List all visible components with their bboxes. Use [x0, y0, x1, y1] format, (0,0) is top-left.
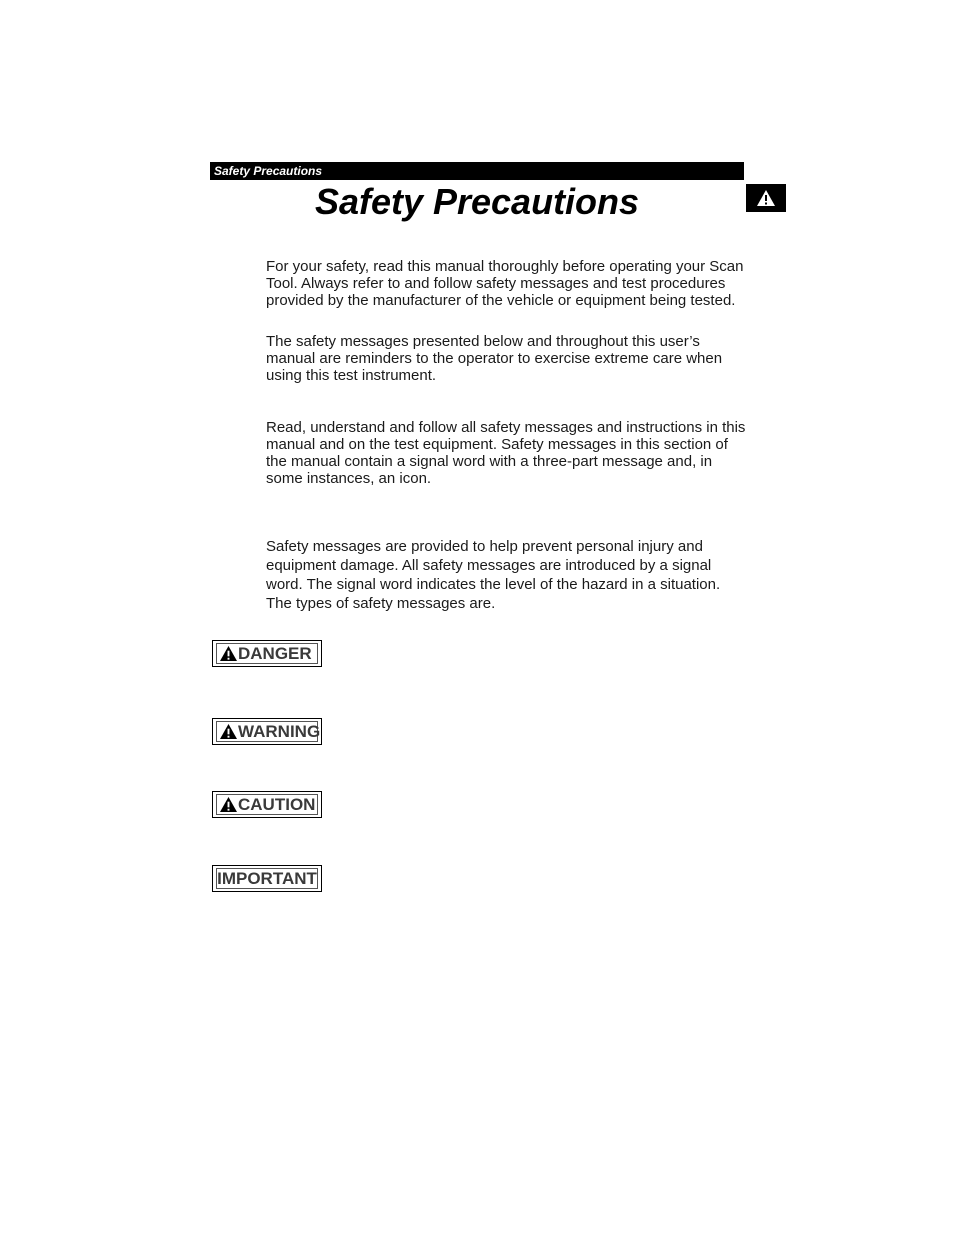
important-label: IMPORTANT [217, 868, 317, 888]
warning-triangle-icon [219, 645, 238, 662]
important-signal-box [212, 865, 322, 892]
danger-signal-box [212, 640, 322, 667]
instructions-paragraph: Read, understand and follow all safety messages and instructions in this manual and on the test equipment. Safety messages in this section of the manual contain a signal word with a three-part message and, in some instances, an icon. [266, 419, 746, 487]
page-title: Safety Precautions [314, 181, 640, 222]
caution-signal-box [212, 791, 322, 818]
intro-paragraph: For your safety, read this manual thoroughly before operating your Scan Tool. Always refer to and follow safety messages and test procedures provided by the manufacturer of the vehicle or equipment being tested. [266, 258, 744, 309]
warning-label: WARNING [238, 721, 321, 741]
warning-signal-box [212, 718, 322, 745]
danger-label: DANGER [238, 643, 312, 663]
warning-triangle-icon [219, 723, 238, 740]
reminder-paragraph: The safety messages presented below and throughout this user’s manual are reminders to the operator to exercise extreme care when using this test instrument. [266, 333, 723, 384]
warning-triangle-icon [219, 796, 238, 813]
signal-word-paragraph: Safety messages are provided to help prevent personal injury and equipment damage. All safety messages are introduced by a signal word. The signal word indicates the level of the hazard in a situation. The types of safety messages are. [266, 538, 721, 612]
running-header: Safety Precautions [210, 162, 744, 180]
side-tab [746, 184, 786, 212]
caution-label: CAUTION [238, 794, 316, 814]
warning-triangle-icon [756, 189, 776, 207]
